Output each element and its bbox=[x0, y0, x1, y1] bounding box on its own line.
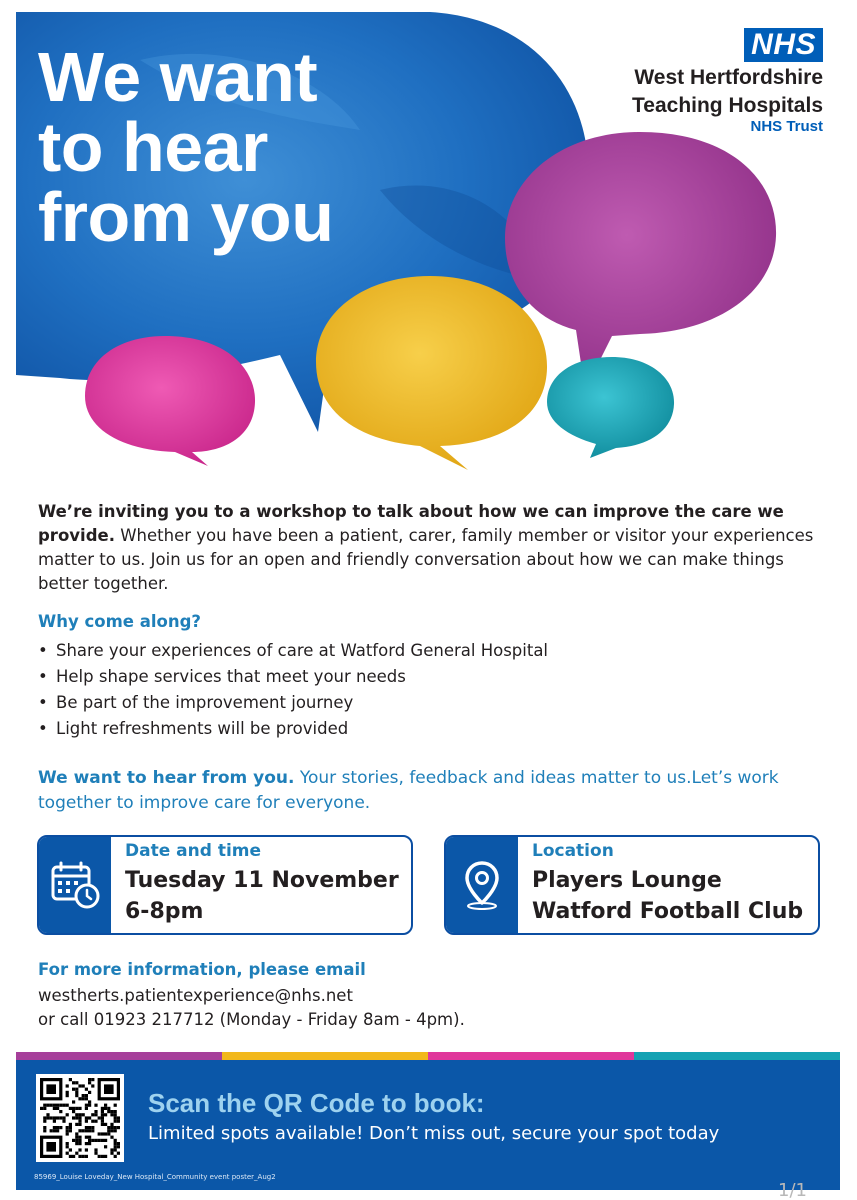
qr-code-graphic bbox=[40, 1078, 120, 1158]
nhs-badge: NHS bbox=[744, 28, 823, 62]
why-list bbox=[38, 638, 548, 742]
intro-text: Whether you have been a patient, carer, family member or visitor your experiences matter to us. Join us for an open and friendly conversation about how we can make things better together. bbox=[38, 526, 814, 593]
location-line-2: Watford Football Club bbox=[532, 899, 804, 924]
more-info-lines bbox=[38, 984, 465, 1032]
hear-paragraph bbox=[38, 766, 828, 816]
footer-title: Scan the QR Code to book: bbox=[148, 1088, 485, 1118]
headline bbox=[38, 38, 334, 256]
stripe-purple bbox=[16, 1052, 222, 1060]
org-trust: NHS Trust bbox=[750, 118, 823, 135]
footer-banner bbox=[16, 1060, 840, 1190]
teal-speech-bubble bbox=[547, 357, 674, 458]
org-name-line-2: Teaching Hospitals bbox=[632, 94, 823, 117]
qr-code-icon[interactable] bbox=[36, 1074, 124, 1162]
footer-subtitle: Limited spots available! Don’t miss out, secure your spot today bbox=[148, 1123, 720, 1144]
location-value bbox=[532, 865, 803, 927]
list-item: • Share your experiences of care at Watford General Hospital bbox=[38, 638, 548, 664]
org-name-line-1: West Hertfordshire bbox=[634, 66, 823, 89]
date-line-1: Tuesday 11 November bbox=[125, 868, 399, 893]
contact-phone: or call 01923 217712 (Monday - Friday 8am - 4pm). bbox=[38, 1010, 465, 1029]
page-number: 1/1 bbox=[778, 1180, 807, 1200]
nhs-logo bbox=[563, 28, 823, 136]
contact-email[interactable]: westherts.patientexperience@nhs.net bbox=[38, 986, 353, 1005]
hear-bold: We want to hear from you. bbox=[38, 768, 295, 788]
stripe-teal bbox=[634, 1052, 840, 1060]
calendar-clock-icon bbox=[49, 859, 101, 911]
location-line-1: Players Lounge bbox=[532, 868, 722, 893]
date-value bbox=[125, 865, 399, 927]
purple-speech-bubble bbox=[505, 132, 776, 390]
intro-paragraph bbox=[38, 500, 828, 596]
headline-line-2: to hear bbox=[38, 108, 268, 186]
stripe-yellow bbox=[222, 1052, 428, 1060]
list-item: • Help shape services that meet your needs bbox=[38, 664, 548, 690]
location-icon-panel bbox=[446, 837, 518, 933]
date-label: Date and time bbox=[125, 841, 262, 861]
more-info-title: For more information, please email bbox=[38, 960, 366, 979]
date-time-box bbox=[37, 835, 413, 935]
location-pin-icon bbox=[459, 859, 505, 911]
headline-line-3: from you bbox=[38, 178, 334, 256]
intro-bold: We’re inviting you to a workshop to talk about how we can improve the care we provide. bbox=[38, 502, 784, 545]
date-line-2: 6-8pm bbox=[125, 899, 204, 924]
list-item: • Be part of the improvement journey bbox=[38, 690, 548, 716]
stripe-pink bbox=[428, 1052, 634, 1060]
date-icon-panel bbox=[39, 837, 111, 933]
yellow-speech-bubble bbox=[316, 276, 547, 470]
hear-text: Your stories, feedback and ideas matter to us.Let’s work together to improve care for everyone. bbox=[38, 768, 779, 813]
list-item: • Light refreshments will be provided bbox=[38, 716, 548, 742]
location-label: Location bbox=[532, 841, 614, 861]
footer-code: 85969_Louise Loveday_New Hospital_Community event poster_Aug2 bbox=[34, 1173, 276, 1181]
pink-speech-bubble bbox=[85, 336, 255, 466]
location-box bbox=[444, 835, 820, 935]
color-stripe bbox=[16, 1052, 840, 1060]
headline-line-1: We want bbox=[38, 38, 318, 116]
why-title: Why come along? bbox=[38, 612, 201, 631]
